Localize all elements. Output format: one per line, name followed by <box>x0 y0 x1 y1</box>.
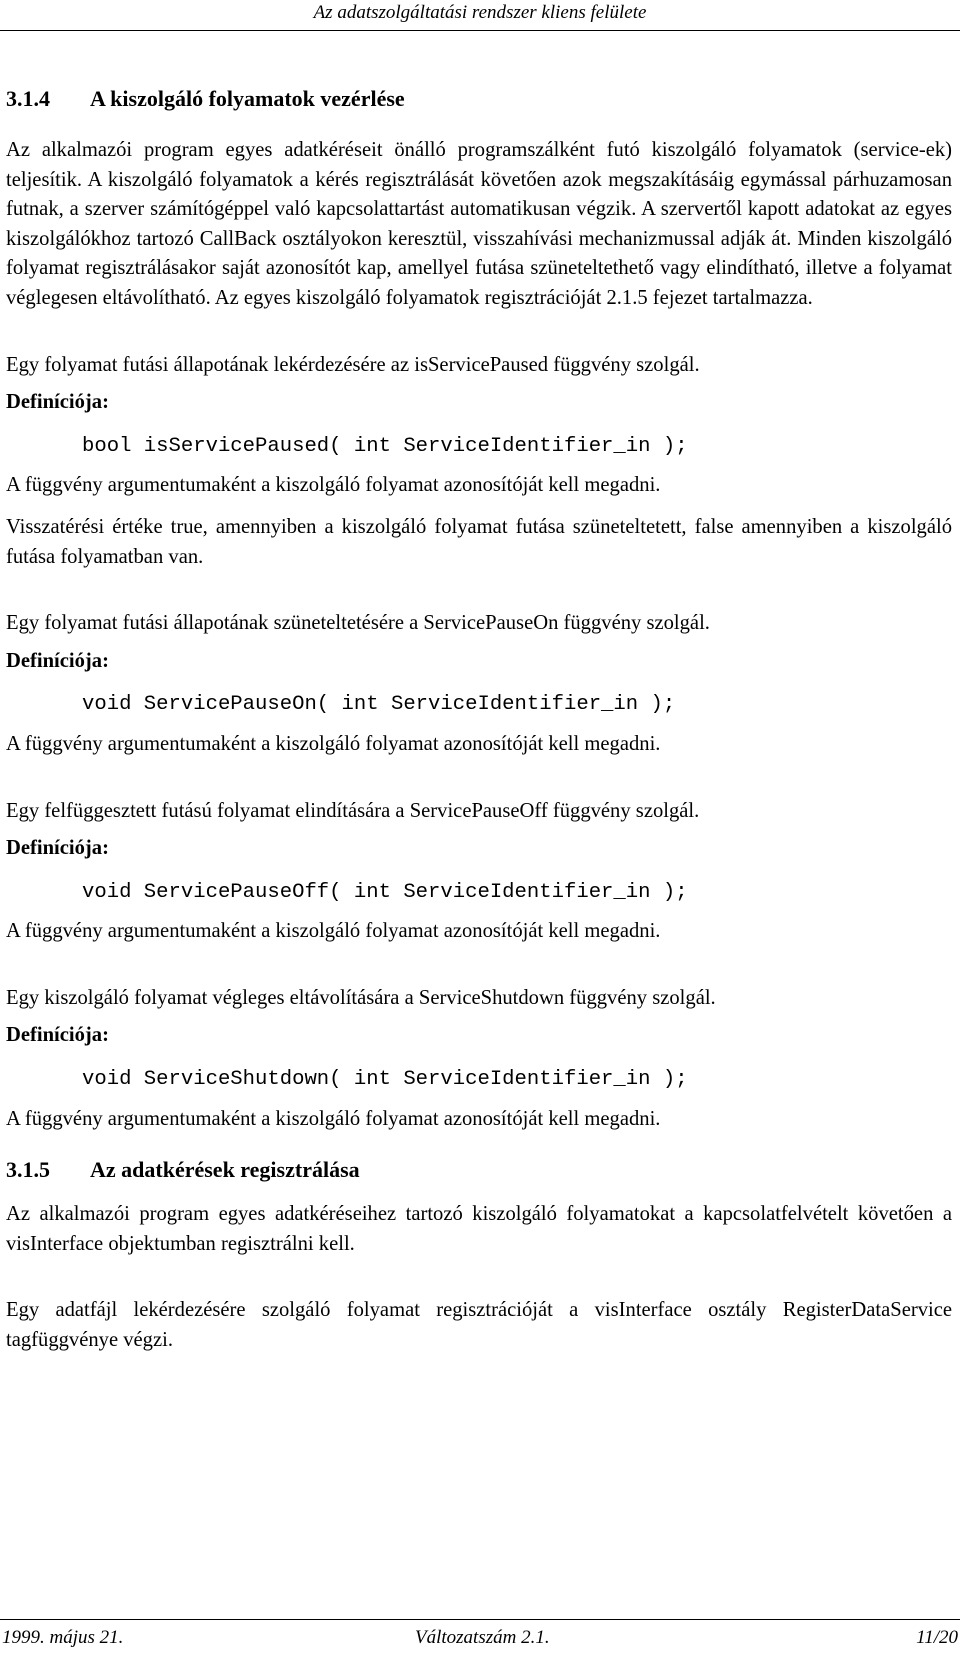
footer-version: Változatszám 2.1. <box>415 1627 550 1648</box>
function-argument-text: A függvény argumentumaként a kiszolgáló folyamat azonosítóját kell megadni. <box>6 920 661 943</box>
function-return-text: Visszatérési értéke true, amennyiben a kiszolgáló folyamat futása szüneteltetett, false amennyiben a kiszolgáló futása folyamatban van. <box>6 515 952 568</box>
function-argument-text: A függvény argumentumaként a kiszolgáló folyamat azonosítóját kell megadni. <box>6 474 661 497</box>
section-intro-paragraph: Az alkalmazói program egyes adatkéréseit önálló programszálként futó kiszolgáló folyamatok (service-ek) teljesítik. A kiszolgáló folyamatok a kérés regisztrálását követően azok megszakításáig egymással párhuzamosan futnak, a szerver számítógéppel való kapcsolattartást automatikusan végzik. A szervertől kapott adatokat az egyes kiszolgálókhoz tartozó CallBack osztályokon keresztül, visszahívási mechanizmussal adják át. Minden kiszolgáló folyamat regisztrálásakor saját azonosítót kap, amellyel futása szüneteltethető vagy elindítható, illetve a folyamat véglegesen eltávolítható. Az egyes kiszolgáló folyamatok regisztrációját 2.1.5 fejezet tartalmazza. <box>6 139 952 309</box>
function-argument-text: A függvény argumentumaként a kiszolgáló folyamat azonosítóját kell megadni. <box>6 1107 661 1130</box>
section-paragraph: Egy adatfájl lekérdezésére szolgáló folyamat regisztrációját a visInterface osztály RegisterDataService tagfüggvénye végzi. <box>6 1299 952 1352</box>
section-heading-3-1-4 <box>6 85 952 113</box>
section-number: 3.1.4 <box>6 86 50 111</box>
section-number: 3.1.5 <box>6 1157 50 1183</box>
section-heading-3-1-5 <box>6 1156 952 1184</box>
footer-date: 1999. május 21. <box>2 1627 124 1648</box>
definition-label: Definíciója: <box>6 837 109 860</box>
code-signature: bool isServicePaused( int ServiceIdentifier_in ); <box>82 434 688 458</box>
header-divider <box>0 30 960 31</box>
section-title: A kiszolgáló folyamatok vezérlése <box>90 86 405 111</box>
document-body <box>6 85 952 1356</box>
page-header <box>0 0 960 44</box>
code-signature: void ServicePauseOff( int ServiceIdentifier_in ); <box>82 880 688 904</box>
function-intro: Egy folyamat futási állapotának lekérdezésére az isServicePaused függvény szolgál. <box>6 353 700 376</box>
code-signature: void ServicePauseOn( int ServiceIdentifier_in ); <box>82 693 676 717</box>
function-intro: Egy felfüggesztett futású folyamat elindítására a ServicePauseOff függvény szolgál. <box>6 799 700 822</box>
function-intro: Egy kiszolgáló folyamat végleges eltávolítására a ServiceShutdown függvény szolgál. <box>6 986 716 1009</box>
code-signature: void ServiceShutdown( int ServiceIdentifier_in ); <box>82 1068 688 1092</box>
definition-label: Definíciója: <box>6 391 109 414</box>
header-title: Az adatszolgáltatási rendszer kliens felülete <box>313 2 647 23</box>
section-title: Az adatkérések regisztrálása <box>90 1157 360 1183</box>
page-footer <box>0 1624 960 1652</box>
definition-label: Definíciója: <box>6 1024 109 1047</box>
footer-page-number: 11/20 <box>916 1627 958 1648</box>
function-argument-text: A függvény argumentumaként a kiszolgáló folyamat azonosítóját kell megadni. <box>6 732 661 755</box>
section-paragraph: Az alkalmazói program egyes adatkéréseihez tartozó kiszolgáló folyamatokat a kapcsolatfelvételt követően a visInterface objektumban regisztrálni kell. <box>6 1203 952 1255</box>
function-intro: Egy folyamat futási állapotának szüneteltetésére a ServicePauseOn függvény szolgál. <box>6 612 710 635</box>
definition-label: Definíciója: <box>6 649 109 672</box>
footer-divider <box>0 1619 960 1620</box>
